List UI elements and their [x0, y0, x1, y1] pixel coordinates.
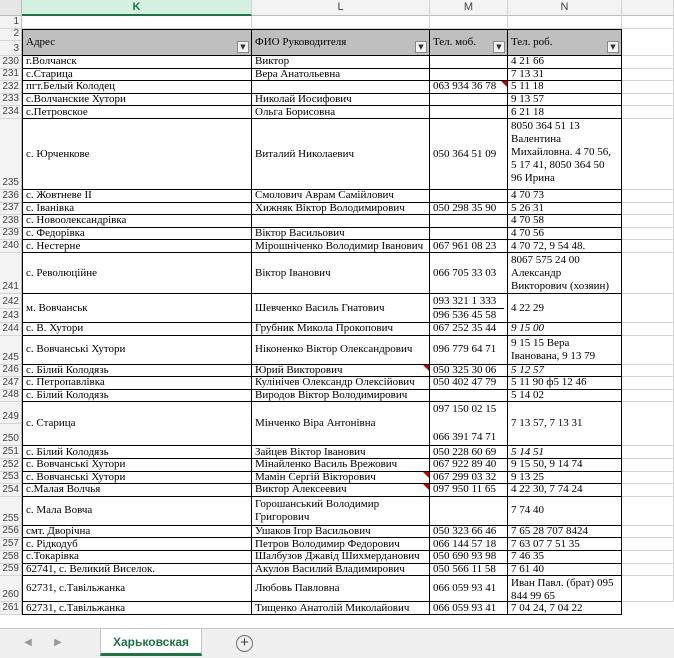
- row-number[interactable]: 254: [0, 484, 22, 497]
- table-row: [22, 459, 674, 472]
- grid-cell[interactable]: [622, 106, 674, 119]
- table-row: [22, 203, 674, 216]
- header-label-manager: ФИО Руководителя: [255, 36, 347, 48]
- work-phone-cell[interactable]: 5 26 31: [508, 203, 622, 216]
- mobile-phone-cell[interactable]: 050 228 60 69: [430, 446, 508, 459]
- address-cell[interactable]: с. Новоолександрівка: [22, 215, 252, 228]
- grid-cell[interactable]: [622, 459, 674, 472]
- manager-cell[interactable]: Петров Володимир Федорович: [252, 538, 430, 551]
- mobile-phone-cell[interactable]: 050 566 11 58: [430, 564, 508, 577]
- mobile-phone-cell[interactable]: 066 705 33 03: [430, 253, 508, 294]
- work-phone-cell[interactable]: 8050 364 51 13 Валентина Михайловна. 4 70 56, 5 17 41, 8050 364 50 96 Ирина: [508, 119, 622, 190]
- address-cell[interactable]: 62731, с.Тавільжанка: [22, 576, 252, 602]
- work-phone-cell[interactable]: 5 14 51: [508, 446, 622, 459]
- mobile-phone-cell[interactable]: 097 950 11 65: [430, 484, 508, 497]
- table-row: [22, 215, 674, 228]
- mobile-phone-cell[interactable]: [430, 228, 508, 241]
- table-row: [22, 564, 674, 577]
- manager-cell[interactable]: Юрий Викторович: [252, 365, 430, 378]
- blank-row: [22, 16, 674, 29]
- table-row: [22, 94, 674, 107]
- row-number[interactable]: 243: [0, 309, 22, 324]
- manager-cell[interactable]: Виктор: [252, 56, 430, 69]
- grid-cell[interactable]: [622, 526, 674, 539]
- row-number[interactable]: 237: [0, 203, 22, 216]
- table-header-row: [22, 29, 674, 56]
- manager-cell[interactable]: Грубник Микола Прокопович: [252, 323, 430, 336]
- table-row: [22, 294, 674, 323]
- table-row: [22, 377, 674, 390]
- row-number[interactable]: 231: [0, 69, 22, 82]
- manager-cell[interactable]: Николай Иосифович: [252, 94, 430, 107]
- mobile-phone-cell[interactable]: [430, 402, 508, 446]
- mobile-phone-cell[interactable]: [430, 215, 508, 228]
- address-cell[interactable]: с. Білий Колодязь: [22, 446, 252, 459]
- address-cell[interactable]: с. Білий Колодязь: [22, 390, 252, 403]
- table-row: [22, 81, 674, 94]
- mobile-phone-cell[interactable]: 066 059 93 41: [430, 602, 508, 615]
- manager-cell[interactable]: Віктор Іванович: [252, 253, 430, 294]
- mobile-phone-cell[interactable]: [430, 390, 508, 403]
- manager-cell[interactable]: Ніконенко Віктор Олександрович: [252, 336, 430, 365]
- grid-cell[interactable]: [622, 446, 674, 459]
- row-number[interactable]: 230: [0, 56, 22, 69]
- filter-dropdown-icon[interactable]: ▼: [607, 41, 619, 53]
- address-cell[interactable]: с.Волчанские Хутори: [22, 94, 252, 107]
- table-row: [22, 446, 674, 459]
- table-row: [22, 365, 674, 378]
- mobile-phone-cell[interactable]: 063 934 36 78: [430, 81, 508, 94]
- table-row: [22, 472, 674, 485]
- work-phone-cell[interactable]: 5 14 02: [508, 390, 622, 403]
- manager-cell[interactable]: Ольга Борисовна: [252, 106, 430, 119]
- column-header-m[interactable]: M: [430, 0, 508, 16]
- manager-cell[interactable]: Мінченко Віра Антонівна: [252, 402, 430, 446]
- mobile-phone-cell[interactable]: [430, 56, 508, 69]
- grid-cell[interactable]: [508, 16, 622, 29]
- row-number[interactable]: 252: [0, 459, 22, 472]
- work-phone-cell[interactable]: 9 13 57: [508, 94, 622, 107]
- grid-cell[interactable]: [622, 240, 674, 253]
- grid-cell[interactable]: [622, 29, 674, 56]
- mobile-phone-cell[interactable]: [430, 497, 508, 526]
- mobile-phone-cell[interactable]: [430, 294, 508, 323]
- filter-dropdown-icon[interactable]: ▼: [415, 41, 427, 53]
- row-number[interactable]: 232: [0, 81, 22, 94]
- manager-cell[interactable]: Тищенко Анатолій Миколайович: [252, 602, 430, 615]
- mobile-phone-cell[interactable]: [430, 94, 508, 107]
- row-number[interactable]: 239: [0, 228, 22, 241]
- grid-cell[interactable]: [622, 94, 674, 107]
- grid-cell[interactable]: [430, 16, 508, 29]
- row-number[interactable]: 3: [0, 41, 22, 56]
- work-phone-cell[interactable]: 5 12 57: [508, 365, 622, 378]
- grid-cell[interactable]: [622, 551, 674, 564]
- manager-cell[interactable]: [252, 215, 430, 228]
- address-cell[interactable]: с.Петровское: [22, 106, 252, 119]
- table-row: [22, 497, 674, 526]
- mobile-phone-cell[interactable]: 067 922 89 40: [430, 459, 508, 472]
- address-cell[interactable]: смт. Дворічна: [22, 526, 252, 539]
- work-phone-cell[interactable]: 5 11 18: [508, 81, 622, 94]
- manager-cell[interactable]: Ушаков Ігор Васильович: [252, 526, 430, 539]
- grid-cell[interactable]: [622, 81, 674, 94]
- mobile-phone-cell[interactable]: [430, 190, 508, 203]
- address-cell[interactable]: с. Старица: [22, 402, 252, 446]
- address-cell[interactable]: с.Малая Волчья: [22, 484, 252, 497]
- grid-cell[interactable]: [622, 402, 674, 446]
- table-row: [22, 119, 674, 190]
- manager-cell[interactable]: Акулов Василий Владимирович: [252, 564, 430, 577]
- manager-cell[interactable]: Хижняк Віктор Володимирович: [252, 203, 430, 216]
- grid-cell[interactable]: [622, 294, 674, 323]
- mobile-phone-value: 066 391 74 71: [433, 431, 497, 444]
- header-label-address: Адрес: [26, 36, 56, 48]
- row-number[interactable]: 246: [0, 365, 22, 378]
- grid-cell[interactable]: [622, 119, 674, 190]
- comment-indicator-icon[interactable]: [423, 484, 429, 490]
- column-title-address: [22, 29, 252, 56]
- work-phone-cell[interactable]: 9 13 25: [508, 472, 622, 485]
- address-cell[interactable]: с. Рідкодуб: [22, 538, 252, 551]
- manager-cell[interactable]: Виктор Алексеевич: [252, 484, 430, 497]
- address-cell[interactable]: пгт.Белый Колодец: [22, 81, 252, 94]
- work-phone-cell[interactable]: 7 13 57, 7 13 31: [508, 402, 622, 446]
- row-number[interactable]: 1: [0, 16, 22, 29]
- work-phone-cell[interactable]: Иван Павл. (брат) 095 844 99 65: [508, 576, 622, 602]
- mobile-phone-cell[interactable]: 067 299 03 32: [430, 472, 508, 485]
- manager-cell[interactable]: Любовь Павловна: [252, 576, 430, 602]
- work-phone-cell[interactable]: 7 63 07 7 51 35: [508, 538, 622, 551]
- address-cell[interactable]: с. В. Хутори: [22, 323, 252, 336]
- grid-cell[interactable]: [622, 576, 674, 602]
- table-row: [22, 484, 674, 497]
- mobile-phone-cell[interactable]: [430, 69, 508, 82]
- row-number[interactable]: 236: [0, 190, 22, 203]
- row-number[interactable]: 251: [0, 446, 22, 459]
- table-row: [22, 538, 674, 551]
- address-cell[interactable]: м. Вовчанськ: [22, 294, 252, 323]
- mobile-phone-cell[interactable]: 066 059 93 41: [430, 576, 508, 602]
- table-row: [22, 228, 674, 241]
- grid-cell[interactable]: [622, 215, 674, 228]
- scroll-tabs-right-icon[interactable]: ▶: [54, 637, 62, 648]
- address-cell[interactable]: с. Юрченкове: [22, 119, 252, 190]
- manager-cell[interactable]: Мамін Сергій Вікторович: [252, 472, 430, 485]
- header-label-work_phone: Тел. роб.: [511, 36, 553, 48]
- column-title-mobile: [430, 29, 508, 56]
- work-phone-cell[interactable]: 4 70 73: [508, 190, 622, 203]
- mobile-phone-cell[interactable]: 050 298 35 90: [430, 203, 508, 216]
- column-title-manager: [252, 29, 430, 56]
- row-number[interactable]: 238: [0, 215, 22, 228]
- address-cell[interactable]: с. Федорівка: [22, 228, 252, 241]
- row-number[interactable]: 248: [0, 390, 22, 403]
- address-cell[interactable]: г.Волчанск: [22, 56, 252, 69]
- table-row: [22, 390, 674, 403]
- manager-cell[interactable]: Шалбузов Джавід Шихмерданович: [252, 551, 430, 564]
- grid-cell[interactable]: [622, 16, 674, 29]
- address-cell[interactable]: с. Мала Вовча: [22, 497, 252, 526]
- manager-cell[interactable]: Виталий Николаевич: [252, 119, 430, 190]
- work-phone-cell[interactable]: 4 22 29: [508, 294, 622, 323]
- row-number[interactable]: 260: [0, 576, 22, 602]
- table-row: [22, 106, 674, 119]
- sheet-tab-kharkivska[interactable]: Харьковская: [100, 629, 202, 656]
- grid-cell[interactable]: [622, 564, 674, 577]
- add-sheet-icon[interactable]: +: [236, 635, 253, 652]
- table-row: [22, 69, 674, 82]
- mobile-phone-cell[interactable]: 067 252 35 44: [430, 323, 508, 336]
- work-phone-cell[interactable]: 7 74 40: [508, 497, 622, 526]
- mobile-phone-value: 093 321 1 333: [433, 295, 504, 309]
- grid-cell[interactable]: [622, 336, 674, 365]
- row-number[interactable]: 261: [0, 602, 22, 615]
- work-phone-cell[interactable]: 7 65 28 707 8424: [508, 526, 622, 539]
- column-title-work_phone: [508, 29, 622, 56]
- grid-cell[interactable]: [622, 538, 674, 551]
- column-header-blank[interactable]: [622, 0, 674, 16]
- grid-cell[interactable]: [622, 390, 674, 403]
- manager-cell[interactable]: [252, 81, 430, 94]
- address-cell[interactable]: 62741, с. Великий Виселок.: [22, 564, 252, 577]
- table-row: [22, 551, 674, 564]
- grid-cell[interactable]: [622, 203, 674, 216]
- work-phone-cell[interactable]: 7 61 40: [508, 564, 622, 577]
- filter-dropdown-icon[interactable]: ▼: [493, 41, 505, 53]
- comment-indicator-icon[interactable]: [423, 365, 429, 371]
- mobile-phone-cell[interactable]: 050 325 30 06: [430, 365, 508, 378]
- table-row: [22, 240, 674, 253]
- sheet-tab-bar: [0, 628, 674, 658]
- grid-cell[interactable]: [622, 56, 674, 69]
- mobile-phone-cell[interactable]: 066 144 57 18: [430, 538, 508, 551]
- table-row: [22, 402, 674, 446]
- work-phone-cell[interactable]: 4 70 72, 9 54 48.: [508, 240, 622, 253]
- manager-cell[interactable]: Віктор Васильович: [252, 228, 430, 241]
- row-number[interactable]: 253: [0, 472, 22, 485]
- row-number[interactable]: 255: [0, 497, 22, 526]
- manager-cell[interactable]: Смолович Аврам Самійлович: [252, 190, 430, 203]
- work-phone-cell[interactable]: 7 46 35: [508, 551, 622, 564]
- grid-cell[interactable]: [622, 484, 674, 497]
- address-cell[interactable]: с.Старица: [22, 69, 252, 82]
- work-phone-cell[interactable]: 4 70 58: [508, 215, 622, 228]
- work-phone-cell[interactable]: 4 21 66: [508, 56, 622, 69]
- filter-dropdown-icon[interactable]: ▼: [237, 41, 249, 53]
- row-number[interactable]: 256: [0, 526, 22, 539]
- mobile-phone-cell[interactable]: 067 961 08 23: [430, 240, 508, 253]
- mobile-phone-value: 096 536 45 58: [433, 309, 497, 321]
- address-cell[interactable]: с. Петропавлівка: [22, 377, 252, 390]
- row-number[interactable]: 249: [0, 402, 22, 424]
- manager-cell[interactable]: Мінайленко Василь Врежович: [252, 459, 430, 472]
- work-phone-cell[interactable]: 4 22 30, 7 74 24: [508, 484, 622, 497]
- mobile-phone-value: 097 150 02 15: [433, 403, 497, 416]
- row-number[interactable]: 245: [0, 336, 22, 365]
- work-phone-cell[interactable]: 5 11 90 ф5 12 46: [508, 377, 622, 390]
- row-number[interactable]: 241: [0, 253, 22, 294]
- grid-cell[interactable]: [22, 16, 252, 29]
- manager-cell[interactable]: Зайцев Віктор Іванович: [252, 446, 430, 459]
- row-number[interactable]: 2: [0, 29, 22, 41]
- manager-cell[interactable]: Виродов Віктор Володимирович: [252, 390, 430, 403]
- column-header-n[interactable]: N: [508, 0, 622, 16]
- column-header-l[interactable]: L: [252, 0, 430, 16]
- manager-cell[interactable]: Шевченко Василь Гнатович: [252, 294, 430, 323]
- work-phone-cell[interactable]: 9 15 00: [508, 323, 622, 336]
- row-number[interactable]: 257: [0, 538, 22, 551]
- row-number[interactable]: 247: [0, 377, 22, 390]
- table-row: [22, 526, 674, 539]
- work-phone-cell[interactable]: 9 15 15 Вера Іванована, 9 13 79: [508, 336, 622, 365]
- header-label-mobile: Тел. моб.: [433, 36, 476, 48]
- grid-cell[interactable]: [622, 253, 674, 294]
- work-phone-cell[interactable]: 7 13 31: [508, 69, 622, 82]
- comment-indicator-icon[interactable]: [501, 81, 507, 87]
- address-cell[interactable]: с. Революційне: [22, 253, 252, 294]
- mobile-phone-cell[interactable]: 096 779 64 71: [430, 336, 508, 365]
- grid-cell[interactable]: [622, 69, 674, 82]
- column-header-k[interactable]: K: [22, 0, 252, 16]
- row-number[interactable]: 240: [0, 240, 22, 253]
- address-cell[interactable]: с. Нестерне: [22, 240, 252, 253]
- table-row: [22, 336, 674, 365]
- grid-cell[interactable]: [622, 228, 674, 241]
- address-cell[interactable]: с. Білий Колодязь: [22, 365, 252, 378]
- row-number[interactable]: 259: [0, 564, 22, 577]
- table-row: [22, 576, 674, 602]
- address-cell[interactable]: с. Іванівка: [22, 203, 252, 216]
- comment-indicator-icon[interactable]: [423, 472, 429, 478]
- address-cell[interactable]: с. Вовчанські Хутори: [22, 459, 252, 472]
- address-cell[interactable]: 62731, с.Тавільжанка: [22, 602, 252, 615]
- row-number[interactable]: 244: [0, 323, 22, 336]
- table-row: [22, 602, 674, 615]
- work-phone-cell[interactable]: 8067 575 24 00 Александр Викторович (хозяин): [508, 253, 622, 294]
- mobile-phone-cell[interactable]: 050 402 47 79: [430, 377, 508, 390]
- mobile-phone-cell[interactable]: 050 690 93 98: [430, 551, 508, 564]
- row-number[interactable]: 250: [0, 424, 22, 446]
- grid-cell[interactable]: [622, 365, 674, 378]
- mobile-phone-cell[interactable]: 050 323 66 46: [430, 526, 508, 539]
- address-cell[interactable]: с. Вовчанські Хутори: [22, 336, 252, 365]
- table-row: [22, 323, 674, 336]
- work-phone-cell[interactable]: 4 70 56: [508, 228, 622, 241]
- row-number[interactable]: 235: [0, 119, 22, 190]
- manager-cell[interactable]: Вера Анатольевна: [252, 69, 430, 82]
- row-number[interactable]: 258: [0, 551, 22, 564]
- table-row: [22, 56, 674, 69]
- work-phone-cell[interactable]: 9 15 50, 9 14 74: [508, 459, 622, 472]
- grid-cell[interactable]: [622, 472, 674, 485]
- grid-cell[interactable]: [252, 16, 430, 29]
- table-row: [22, 253, 674, 294]
- work-phone-cell[interactable]: 6 21 18: [508, 106, 622, 119]
- mobile-phone-cell[interactable]: [430, 106, 508, 119]
- manager-cell[interactable]: Мірошніченко Володимир Іванович: [252, 240, 430, 253]
- row-number[interactable]: 233: [0, 94, 22, 107]
- row-number[interactable]: 242: [0, 294, 22, 309]
- manager-cell[interactable]: Горошанський Володимир Григорович: [252, 497, 430, 526]
- address-cell[interactable]: с.Токарівка: [22, 551, 252, 564]
- row-number[interactable]: 234: [0, 106, 22, 119]
- scroll-tabs-left-icon[interactable]: ◀: [24, 637, 32, 648]
- manager-cell[interactable]: Кулінічев Олександр Олексійович: [252, 377, 430, 390]
- work-phone-cell[interactable]: 7 04 24, 7 04 22: [508, 602, 622, 615]
- grid-cell[interactable]: [622, 190, 674, 203]
- address-cell[interactable]: с. Жовтневе ІІ: [22, 190, 252, 203]
- table-row: [22, 190, 674, 203]
- grid-cell[interactable]: [622, 497, 674, 526]
- address-cell[interactable]: с. Вовчанські Хутори: [22, 472, 252, 485]
- mobile-phone-cell[interactable]: 050 364 51 09: [430, 119, 508, 190]
- grid-cell[interactable]: [622, 323, 674, 336]
- select-all-corner[interactable]: [0, 0, 22, 16]
- grid-cell[interactable]: [622, 377, 674, 390]
